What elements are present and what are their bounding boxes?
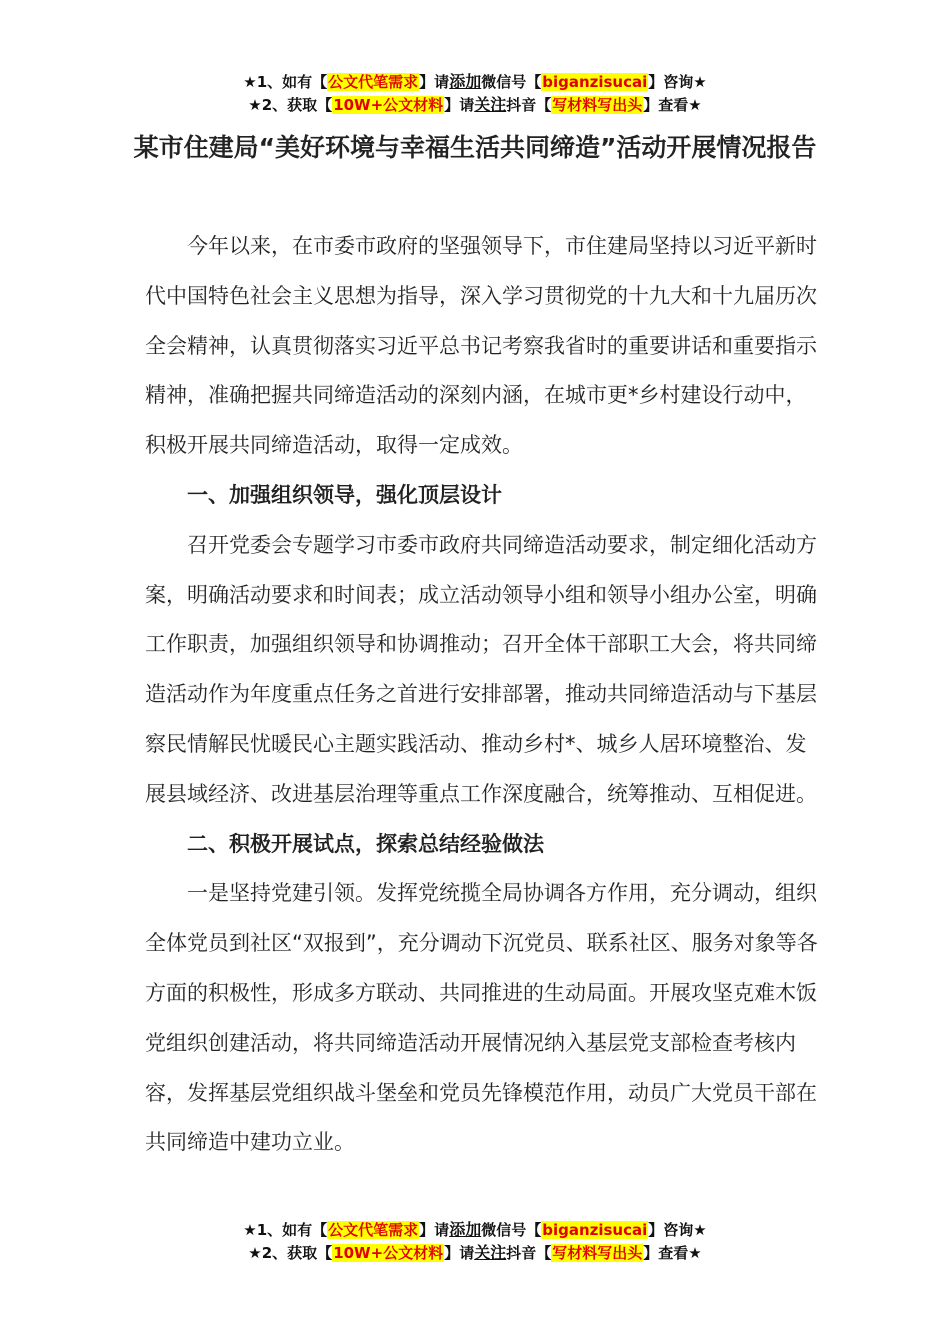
promo-line-1 xyxy=(0,70,950,93)
promo-text: 】咨询★ xyxy=(648,1221,707,1239)
promo-text: 】请 xyxy=(419,73,450,91)
section-paragraph: 一是坚持党建引领。发挥党统揽全局协调各方作用，充分调动，组织全体党员到社区“双报到”，充分调动下沉党员、联系社区、服务对象等各方面的积极性，形成多方联动、共同推进的生动局面。开展攻坚克难木饭党组织创建活动，将共同缔造活动开展情况纳入基层党支部检查考核内容，发挥基层党组织战斗堡垒和党员先锋模范作用，动员广大党员干部在共同缔造中建功立业。 xyxy=(145,881,818,1155)
document-body xyxy=(145,222,820,1168)
promo-text: 微信号【 xyxy=(481,73,542,91)
promo-text: ★1、如有【 xyxy=(243,73,328,91)
promo-text: ★1、如有【 xyxy=(243,1221,328,1239)
promo-text: 微信号【 xyxy=(481,1221,542,1239)
promo-highlight: 公文代笔需求 xyxy=(328,1221,419,1239)
intro-paragraph: 今年以来，在市委市政府的坚强领导下，市住建局坚持以习近平新时代中国特色社会主义思想为指导，深入学习贯彻党的十九大和十九届历次全会精神，认真贯彻落实习近平总书记考察我省时的重要讲话和重要指示精神，准确把握共同缔造活动的深刻内涵，在城市更*乡村建设行动中，积极开展共同缔造活动，取得一定成效。 xyxy=(145,234,817,458)
promo-highlight: 写材料写出头 xyxy=(552,96,643,114)
promo-highlight: 公文代笔需求 xyxy=(328,73,419,91)
promo-highlight: biganzisucai xyxy=(542,73,648,91)
section-heading: 一、加强组织领导，强化顶层设计 xyxy=(187,482,502,507)
document-title: 某市住建局“美好环境与幸福生活共同缔造”活动开展情况报告 xyxy=(133,133,817,162)
section-heading: 二、积极开展试点，探索总结经验做法 xyxy=(187,831,544,856)
promo-banner-top xyxy=(0,70,950,116)
promo-text: ★2、获取【 xyxy=(248,1244,333,1262)
promo-emphasis: 关注 xyxy=(474,1243,507,1262)
promo-text: 】咨询★ xyxy=(648,73,707,91)
section-paragraph: 召开党委会专题学习市委市政府共同缔造活动要求，制定细化活动方案，明确活动要求和时间表；成立活动领导小组和领导小组办公室，明确工作职责，加强组织领导和协调推动；召开全体干部职工大会，将共同缔造活动作为年度重点任务之首进行安排部署，推动共同缔造活动与下基层察民情解民忧暖民心主题实践活动、推动乡村*、城乡人居环境整治、发展县域经济、改进基层治理等重点工作深度融合，统筹推动、互相促进。 xyxy=(145,532,817,806)
promo-text: 】查看★ xyxy=(643,96,702,114)
promo-text: 抖音【 xyxy=(506,96,552,114)
promo-line-1 xyxy=(0,1218,950,1241)
promo-text: 抖音【 xyxy=(506,1244,552,1262)
promo-highlight: 写材料写出头 xyxy=(552,1244,643,1262)
promo-text: 】查看★ xyxy=(643,1244,702,1262)
promo-line-2 xyxy=(0,93,950,116)
promo-banner-bottom xyxy=(0,1218,950,1264)
promo-text: 】请 xyxy=(444,1244,475,1262)
promo-text: ★2、获取【 xyxy=(248,96,333,114)
promo-line-2 xyxy=(0,1241,950,1264)
promo-emphasis: 添加 xyxy=(449,1220,482,1239)
promo-emphasis: 关注 xyxy=(474,95,507,114)
promo-emphasis: 添加 xyxy=(449,72,482,91)
promo-highlight: biganzisucai xyxy=(542,1221,648,1239)
promo-highlight: 10W+公文材料 xyxy=(333,96,444,114)
promo-highlight: 10W+公文材料 xyxy=(333,1244,444,1262)
promo-text: 】请 xyxy=(419,1221,450,1239)
promo-text: 】请 xyxy=(444,96,475,114)
